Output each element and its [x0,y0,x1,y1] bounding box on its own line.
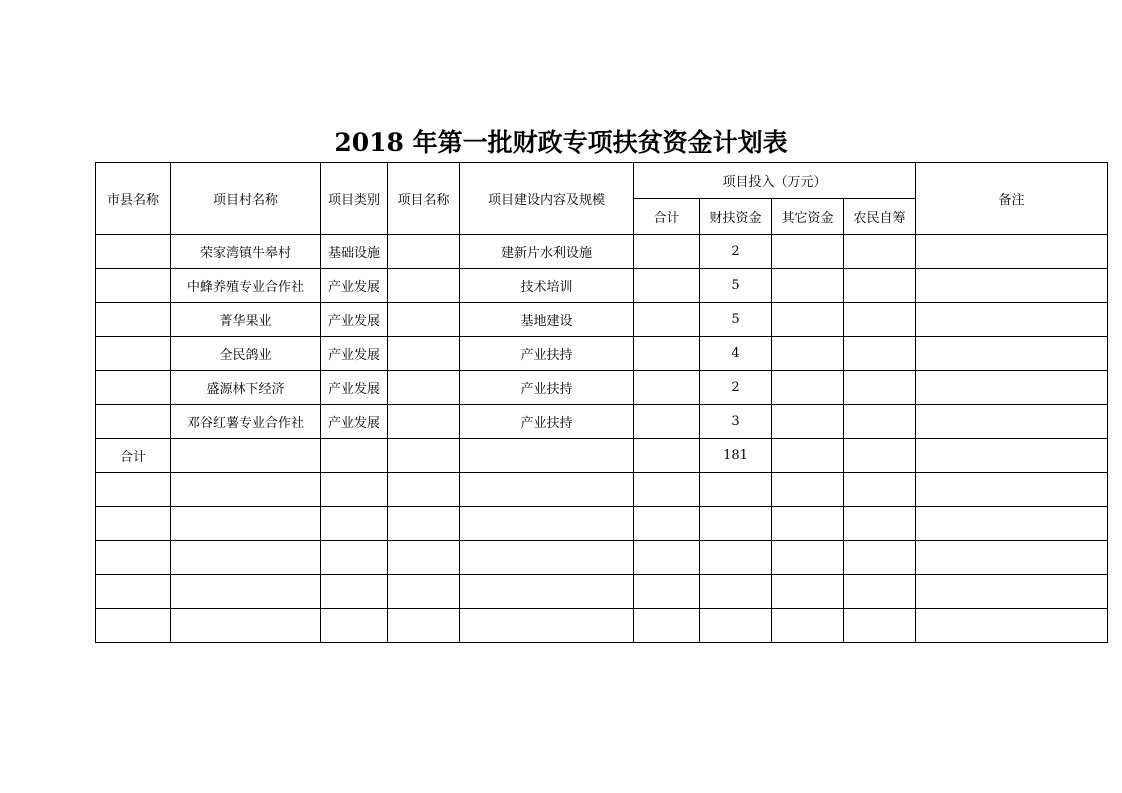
table-row [96,269,1108,303]
cell-category: 基础设施 [321,235,388,269]
header-remark: 备注 [916,163,1108,235]
cell-county [96,269,171,303]
cell-category: 产业发展 [321,337,388,371]
cell-total [634,235,700,269]
cell-other [772,235,844,269]
summary-label: 合计 [96,439,171,473]
cell-total [634,303,700,337]
cell-other [772,405,844,439]
empty-row [96,541,1108,575]
header-total: 合计 [634,199,700,235]
cell-project-name [388,337,460,371]
table-row [96,235,1108,269]
header-village: 项目村名称 [171,163,321,235]
summary-cell [388,439,460,473]
header-county: 市县名称 [96,163,171,235]
cell-village: 盛源林下经济 [171,371,321,405]
cell-fiscal: 4 [700,337,772,371]
cell-county [96,405,171,439]
summary-cell [916,439,1108,473]
empty-row [96,609,1108,643]
cell-fiscal: 5 [700,269,772,303]
cell-total [634,371,700,405]
cell-content: 技术培训 [460,269,634,303]
page-title: 2018 年第一批财政专项扶贫资金计划表 [334,128,788,157]
cell-content: 产业扶持 [460,337,634,371]
cell-project-name [388,303,460,337]
cell-category: 产业发展 [321,371,388,405]
summary-cell [171,439,321,473]
cell-other [772,303,844,337]
cell-remark [916,371,1108,405]
cell-remark [916,303,1108,337]
cell-project-name [388,269,460,303]
cell-fiscal: 2 [700,235,772,269]
cell-village: 全民鸽业 [171,337,321,371]
cell-category: 产业发展 [321,405,388,439]
cell-total [634,337,700,371]
cell-village: 荣家湾镇牛皋村 [171,235,321,269]
cell-project-name [388,371,460,405]
cell-content: 产业扶持 [460,405,634,439]
empty-row [96,575,1108,609]
table-row [96,303,1108,337]
cell-village: 邓谷红薯专业合作社 [171,405,321,439]
header-investment: 项目投入（万元） [634,163,916,199]
summary-cell [772,439,844,473]
header-fiscal: 财扶资金 [700,199,772,235]
cell-county [96,303,171,337]
cell-county [96,337,171,371]
cell-village: 菁华果业 [171,303,321,337]
cell-county [96,371,171,405]
cell-farmer [844,269,916,303]
cell-farmer [844,405,916,439]
cell-other [772,269,844,303]
cell-farmer [844,337,916,371]
cell-farmer [844,235,916,269]
cell-remark [916,337,1108,371]
cell-content: 基地建设 [460,303,634,337]
header-farmer: 农民自筹 [844,199,916,235]
table-row [96,405,1108,439]
cell-fiscal: 3 [700,405,772,439]
plan-table [95,162,1108,643]
cell-county [96,235,171,269]
cell-category: 产业发展 [321,303,388,337]
summary-fiscal: 181 [700,439,772,473]
cell-total [634,405,700,439]
summary-cell [844,439,916,473]
empty-row [96,473,1108,507]
summary-cell [634,439,700,473]
header-project-name: 项目名称 [388,163,460,235]
cell-village: 中蜂养殖专业合作社 [171,269,321,303]
cell-farmer [844,371,916,405]
cell-farmer [844,303,916,337]
cell-other [772,371,844,405]
header-category: 项目类别 [321,163,388,235]
header-content: 项目建设内容及规模 [460,163,634,235]
cell-content: 产业扶持 [460,371,634,405]
cell-remark [916,405,1108,439]
cell-remark [916,235,1108,269]
cell-remark [916,269,1108,303]
cell-fiscal: 2 [700,371,772,405]
summary-cell [460,439,634,473]
table-row [96,371,1108,405]
table-row [96,337,1108,371]
cell-project-name [388,235,460,269]
cell-other [772,337,844,371]
header-other: 其它资金 [772,199,844,235]
cell-content: 建新片水利设施 [460,235,634,269]
cell-project-name [388,405,460,439]
cell-category: 产业发展 [321,269,388,303]
cell-total [634,269,700,303]
summary-row [96,439,1108,473]
cell-fiscal: 5 [700,303,772,337]
empty-row [96,507,1108,541]
summary-cell [321,439,388,473]
